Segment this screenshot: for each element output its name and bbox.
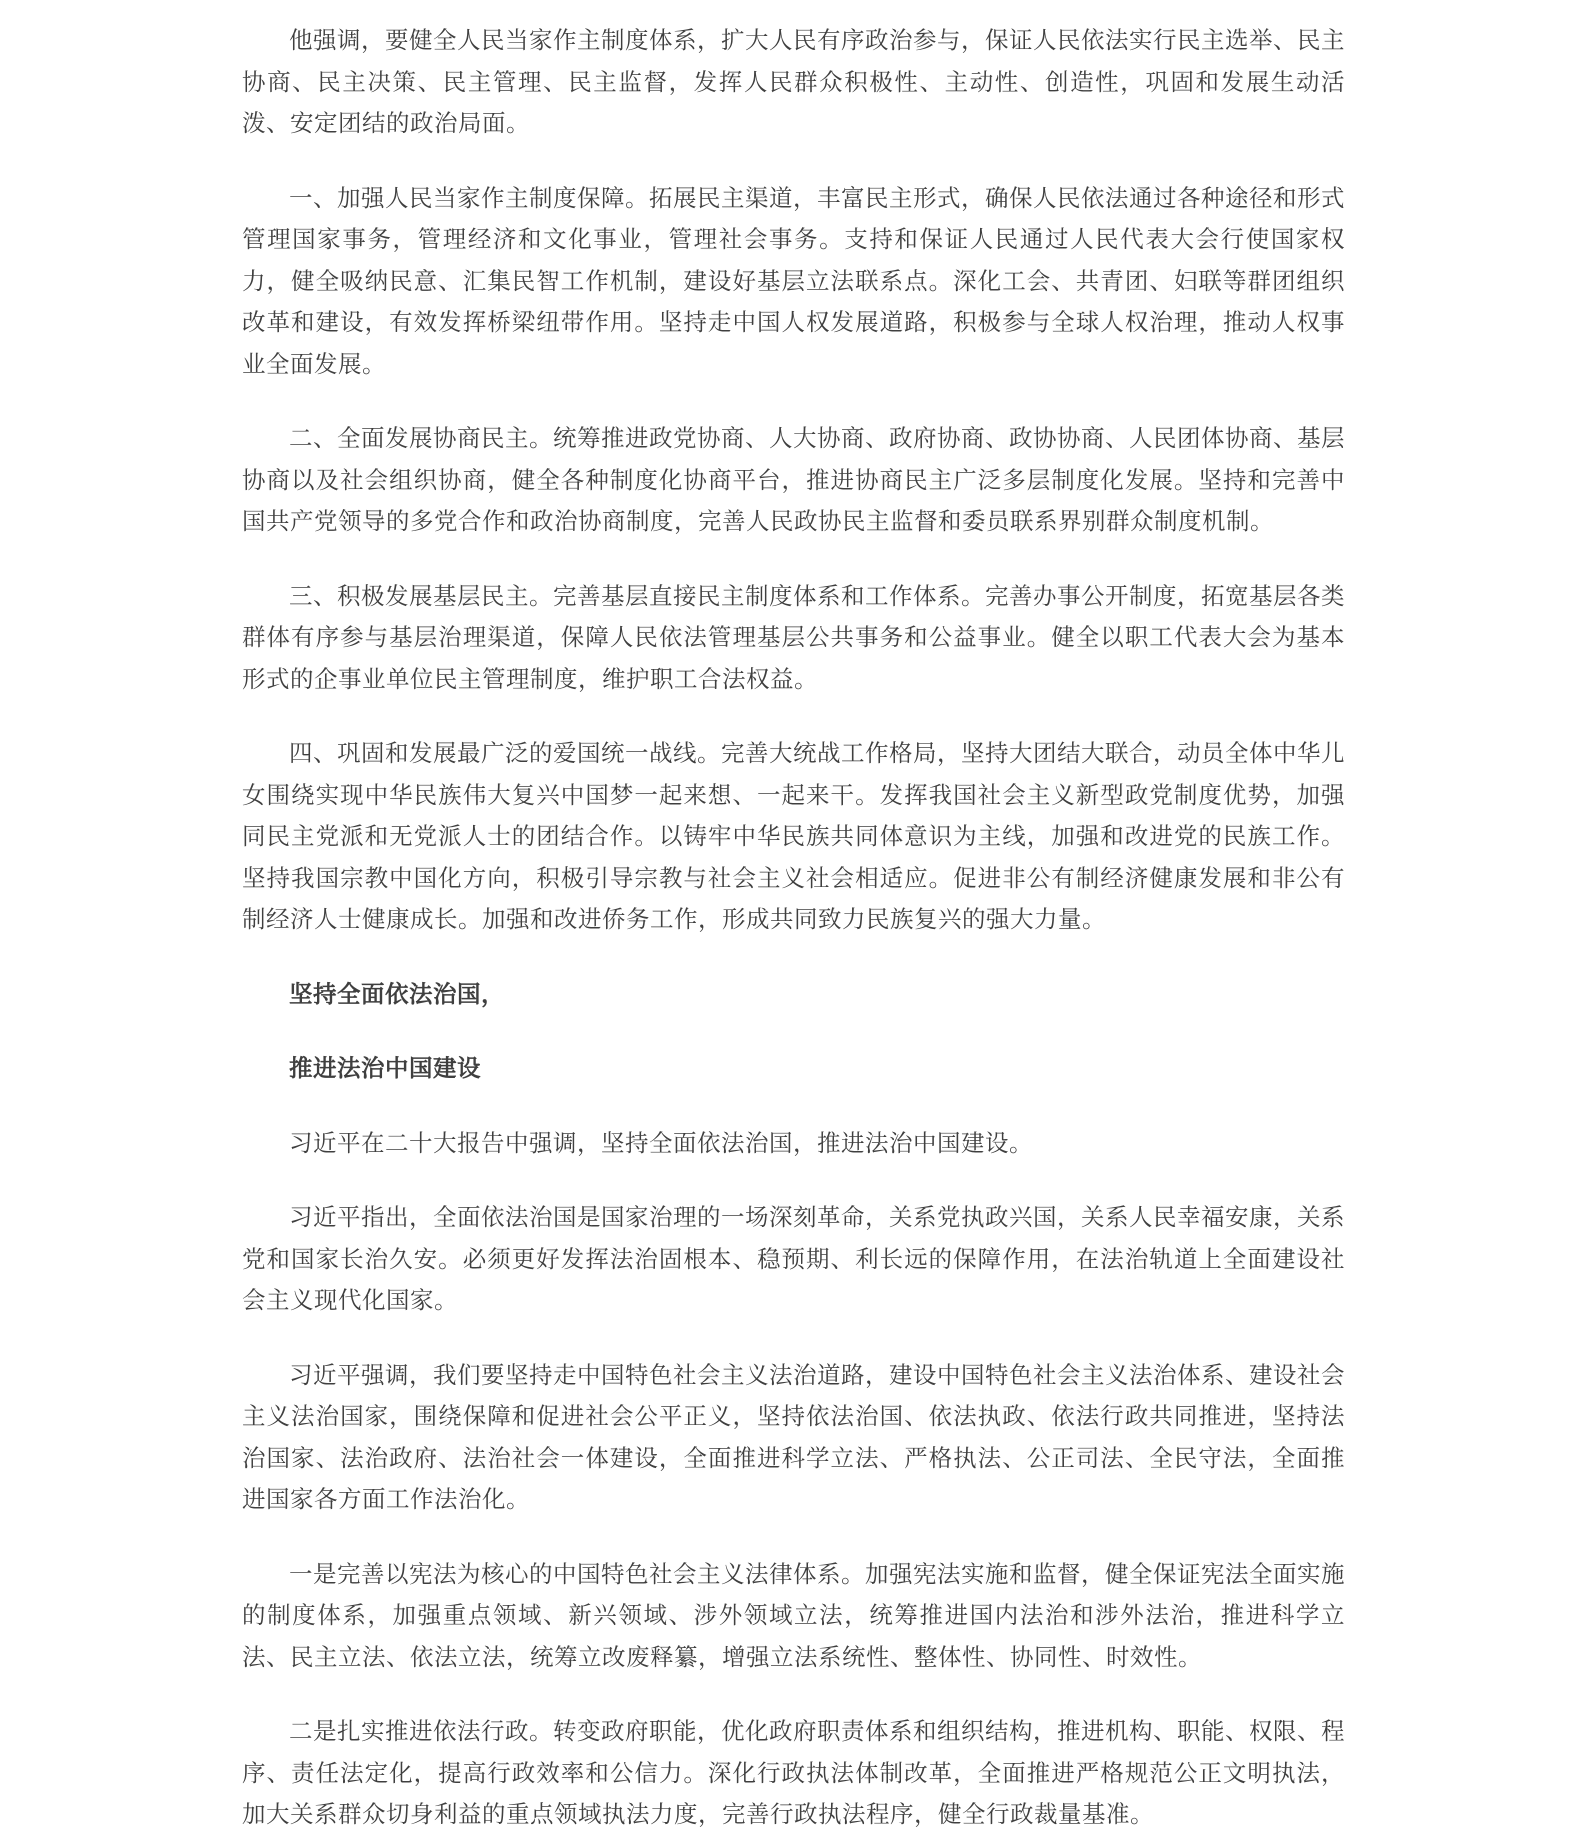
paragraph: 二、全面发展协商民主。统筹推进政党协商、人大协商、政府协商、政协协商、人民团体协商、基层协商以及社会组织协商，健全各种制度化协商平台，推进协商民主广泛多层制度化发展。坚持和完善中国共产党领导的多党合作和政治协商制度，完善人民政协民主监督和委员联系界别群众制度机制。 — [242, 426, 1345, 535]
paragraph: 四、巩固和发展最广泛的爱国统一战线。完善大统战工作格局，坚持大团结大联合，动员全体中华儿女围绕实现中华民族伟大复兴中国梦一起来想、一起来干。发挥我国社会主义新型政党制度优势，加强同民主党派和无党派人士的团结合作。以铸牢中华民族共同体意识为主线，加强和改进党的民族工作。坚持我国宗教中国化方向，积极引导宗教与社会主义社会相适应。促进非公有制经济健康发展和非公有制经济人士健康成长。加强和改进侨务工作，形成共同致力民族复兴的强大力量。 — [242, 741, 1345, 933]
paragraph: 二是扎实推进依法行政。转变政府职能，优化政府职责体系和组织结构，推进机构、职能、权限、程序、责任法定化，提高行政效率和公信力。深化行政执法体制改革，全面推进严格规范公正文明执法，加大关系群众切身利益的重点领域执法力度，完善行政执法程序，健全行政裁量基准。 — [242, 1719, 1345, 1828]
paragraph: 习近平指出，全面依法治国是国家治理的一场深刻革命，关系党执政兴国，关系人民幸福安康，关系党和国家长治久安。必须更好发挥法治固根本、稳预期、利长远的保障作用，在法治轨道上全面建设社会主义现代化国家。 — [242, 1205, 1345, 1314]
paragraph: 他强调，要健全人民当家作主制度体系，扩大人民有序政治参与，保证人民依法实行民主选举、民主协商、民主决策、民主管理、民主监督，发挥人民群众积极性、主动性、创造性，巩固和发展生动活泼、安定团结的政治局面。 — [242, 28, 1345, 137]
paragraph: 习近平在二十大报告中强调，坚持全面依法治国，推进法治中国建设。 — [289, 1130, 1033, 1157]
section-heading: 推进法治中国建设 — [289, 1056, 481, 1082]
section-heading: 坚持全面依法治国， — [289, 981, 505, 1008]
paragraph: 一是完善以宪法为核心的中国特色社会主义法律体系。加强宪法实施和监督，健全保证宪法全面实施的制度体系，加强重点领域、新兴领域、涉外领域立法，统筹推进国内法治和涉外法治，推进科学立法、民主立法、依法立法，统筹立改废释纂，增强立法系统性、整体性、协同性、时效性。 — [242, 1561, 1345, 1671]
paragraph: 一、加强人民当家作主制度保障。拓展民主渠道，丰富民主形式，确保人民依法通过各种途径和形式管理国家事务，管理经济和文化事业，管理社会事务。支持和保证人民通过人民代表大会行使国家权力，健全吸纳民意、汇集民智工作机制，建设好基层立法联系点。深化工会、共青团、妇联等群团组织改革和建设，有效发挥桥梁纽带作用。坚持走中国人权发展道路，积极参与全球人权治理，推动人权事业全面发展。 — [242, 185, 1345, 378]
paragraph: 习近平强调，我们要坚持走中国特色社会主义法治道路，建设中国特色社会主义法治体系、建设社会主义法治国家，围绕保障和促进社会公平正义，坚持依法治国、依法执政、依法行政共同推进，坚持法治国家、法治政府、法治社会一体建设，全面推进科学立法、严格执法、公正司法、全民守法，全面推进国家各方面工作法治化。 — [242, 1362, 1345, 1513]
paragraph: 三、积极发展基层民主。完善基层直接民主制度体系和工作体系。完善办事公开制度，拓宽基层各类群体有序参与基层治理渠道，保障人民依法管理基层公共事务和公益事业。健全以职工代表大会为基本形式的企事业单位民主管理制度，维护职工合法权益。 — [242, 583, 1345, 693]
document-page — [242, 0, 1345, 1837]
